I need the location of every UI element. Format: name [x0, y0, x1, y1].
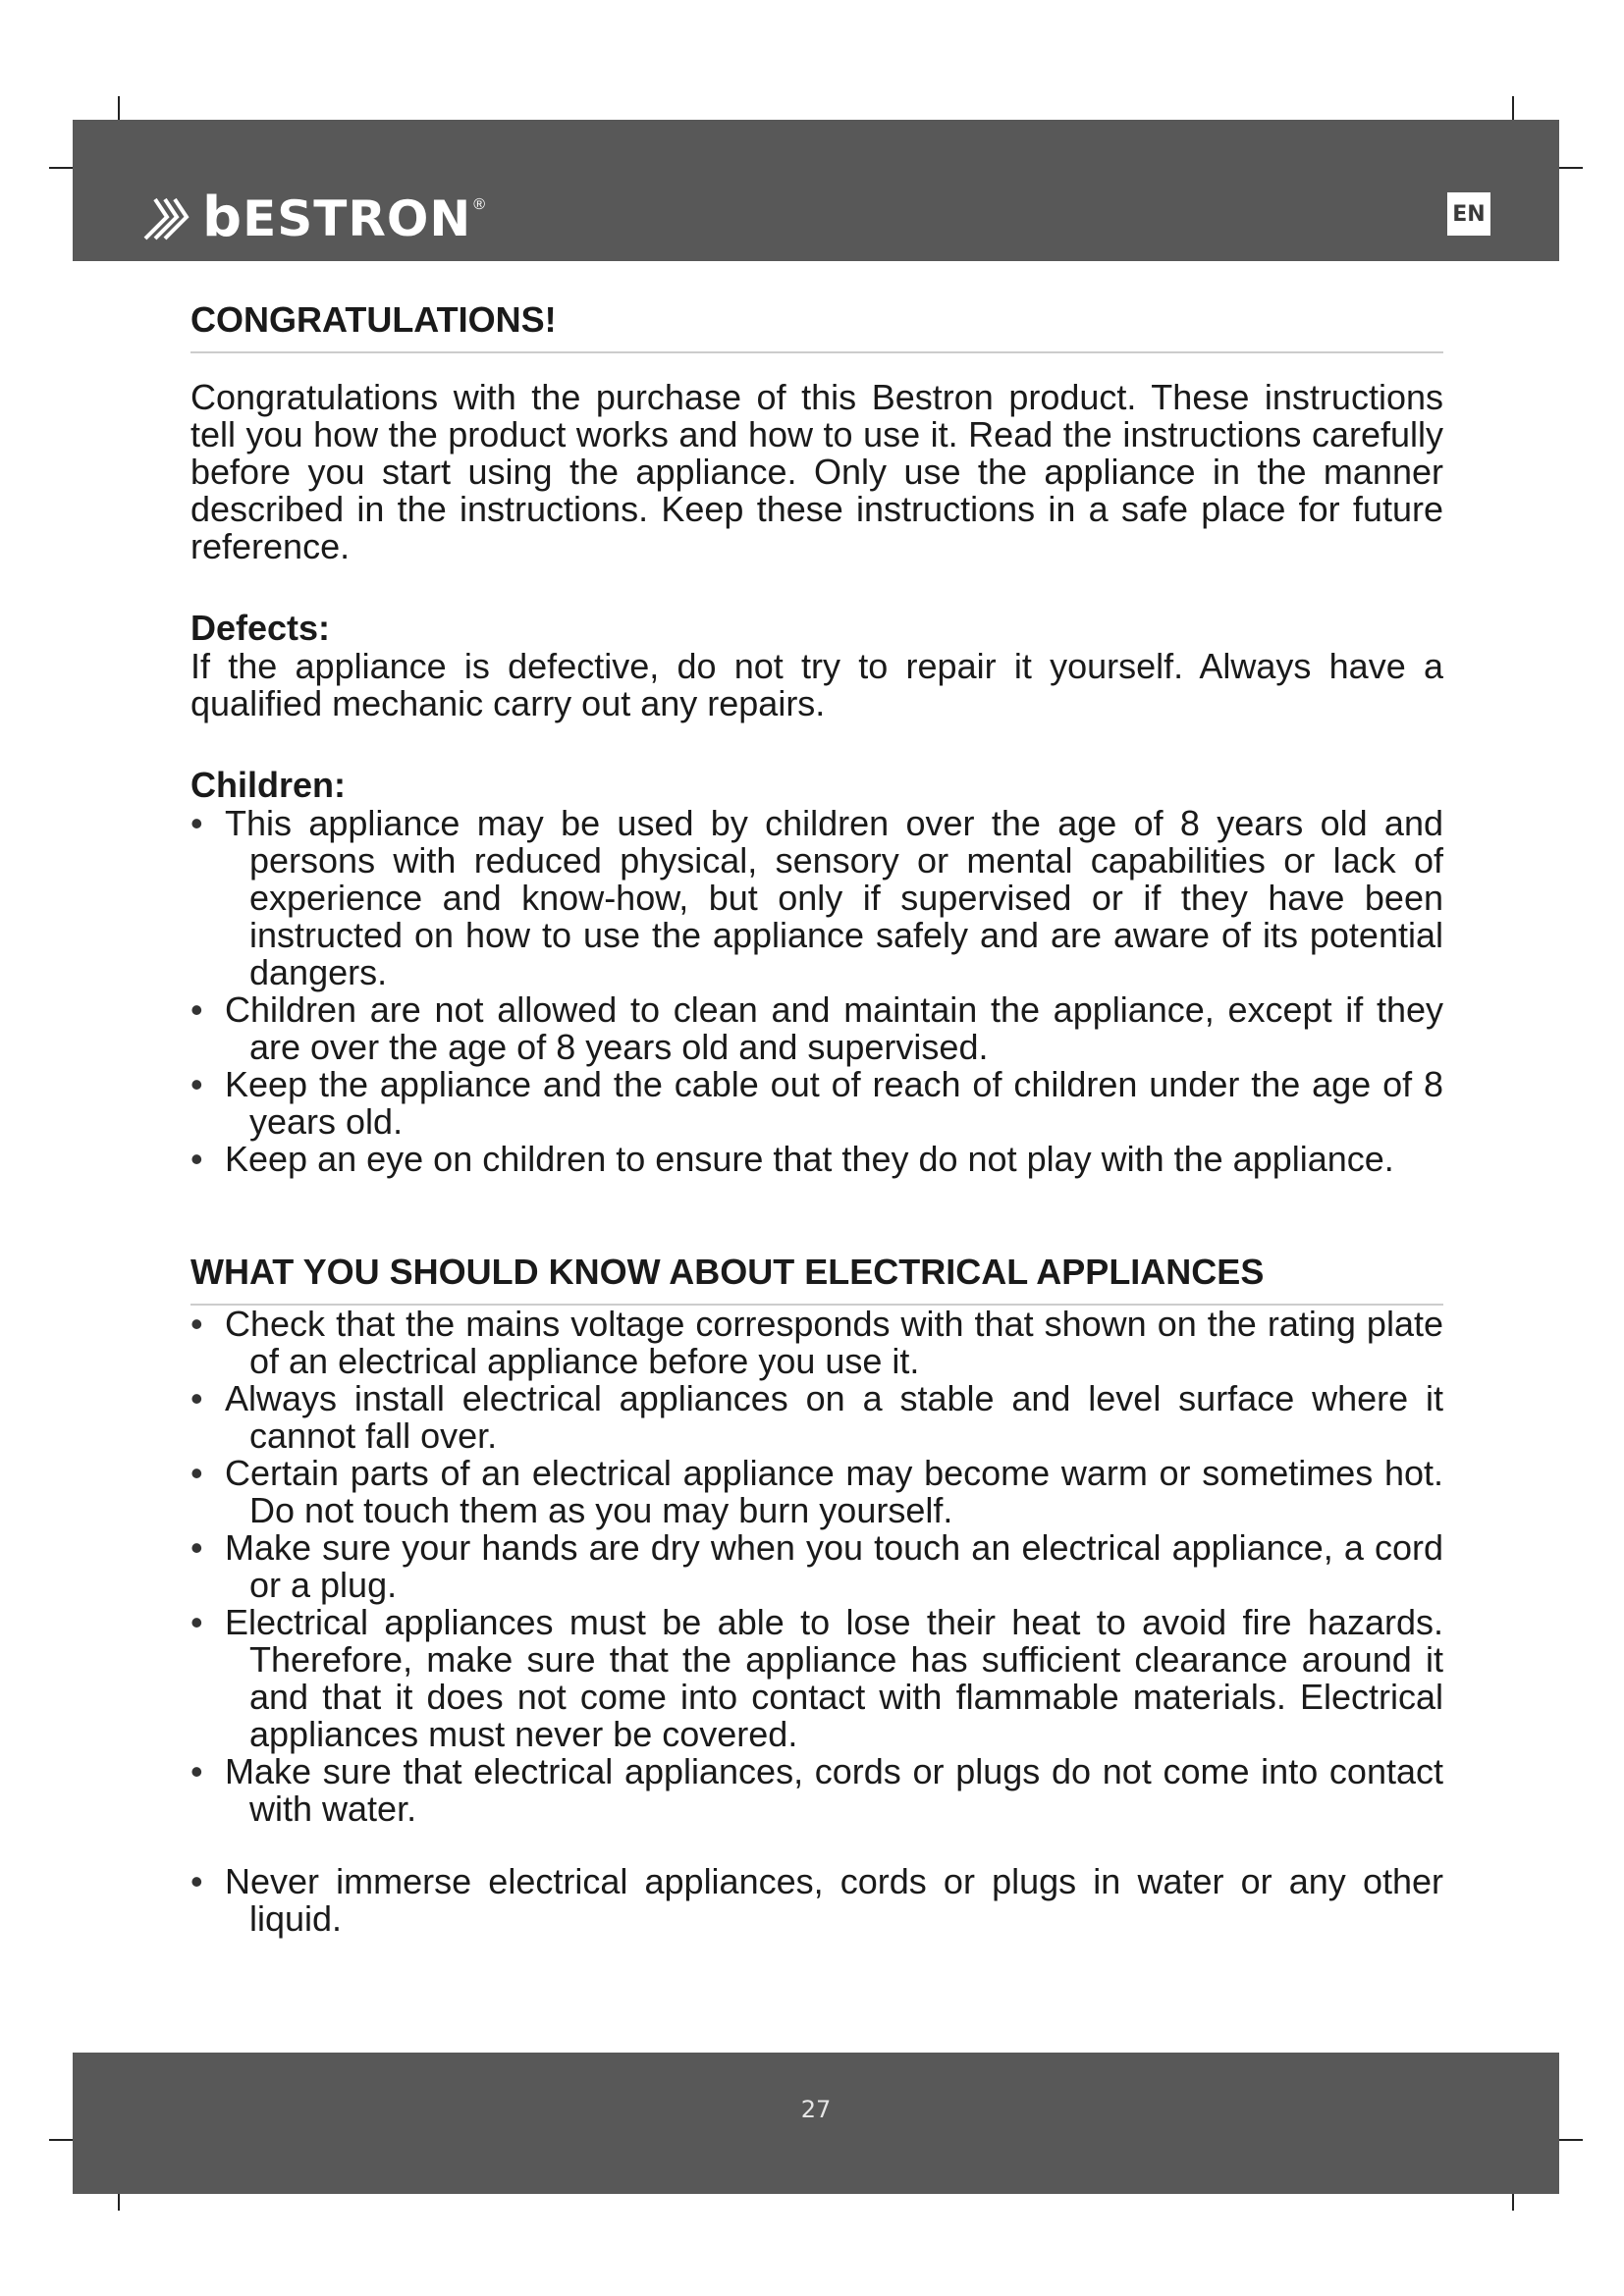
- bestron-logo: [141, 185, 486, 249]
- list-item: • Check that the mains voltage corresponds with that shown on the rating plate of an electrical appliance before you use it.: [190, 1306, 1443, 1380]
- registered-mark: ®: [473, 196, 486, 213]
- header-bar: [73, 120, 1559, 261]
- defects-title: Defects:: [190, 608, 331, 648]
- electrical-title: WHAT YOU SHOULD KNOW ABOUT ELECTRICAL APPLIANCES: [190, 1247, 1443, 1306]
- children-title: Children:: [190, 765, 346, 805]
- page-content: [190, 294, 1443, 1938]
- intro-paragraph: Congratulations with the purchase of this Bestron product. These instructions tell you how the product works and how to use it. Read the instructions carefully before you start using the appliance. Only use the appliance in the manner described in the instructions. Keep these instructions in a safe place for future reference.: [190, 377, 1443, 566]
- chevrons-icon: [141, 195, 196, 240]
- page-number: 27: [800, 2096, 832, 2123]
- list-item: • Keep an eye on children to ensure that they do not play with the appliance.: [190, 1141, 1443, 1178]
- list-item: • Children are not allowed to clean and maintain the appliance, except if they are over the age of 8 years old and supervised.: [190, 991, 1443, 1066]
- footer-bar: [73, 2053, 1559, 2194]
- list-item: • Make sure your hands are dry when you touch an electrical appliance, a cord or a plug.: [190, 1529, 1443, 1604]
- list-item: • Never immerse electrical appliances, cords or plugs in water or any other liquid.: [190, 1863, 1443, 1938]
- electrical-list: [190, 1306, 1443, 1938]
- list-item: • Make sure that electrical appliances, cords or plugs do not come into contact with water.: [190, 1753, 1443, 1828]
- list-item: • Certain parts of an electrical appliance may become warm or sometimes hot. Do not touch them as you may burn yourself.: [190, 1455, 1443, 1529]
- brand-wordmark: bESTRON: [202, 185, 472, 249]
- congratulations-title: CONGRATULATIONS!: [190, 294, 1443, 353]
- list-item: • Keep the appliance and the cable out of reach of children under the age of 8 years old.: [190, 1066, 1443, 1141]
- children-list: [190, 805, 1443, 1178]
- list-item: • This appliance may be used by children over the age of 8 years old and persons with reduced physical, sensory or mental capabilities or lack of experience and know-how, but only if supervised or if they have been instructed on how to use the appliance safely and are aware of its potential dangers.: [190, 805, 1443, 991]
- defects-text: If the appliance is defective, do not try to repair it yourself. Always have a qualified mechanic carry out any repairs.: [190, 646, 1443, 723]
- language-badge: EN: [1447, 192, 1490, 236]
- list-item: • Always install electrical appliances on a stable and level surface where it cannot fall over.: [190, 1380, 1443, 1455]
- list-item: • Electrical appliances must be able to lose their heat to avoid fire hazards. Therefore, make sure that the appliance has sufficient clearance around it and that it does not come into contact with flammable materials. Electrical appliances must never be covered.: [190, 1604, 1443, 1753]
